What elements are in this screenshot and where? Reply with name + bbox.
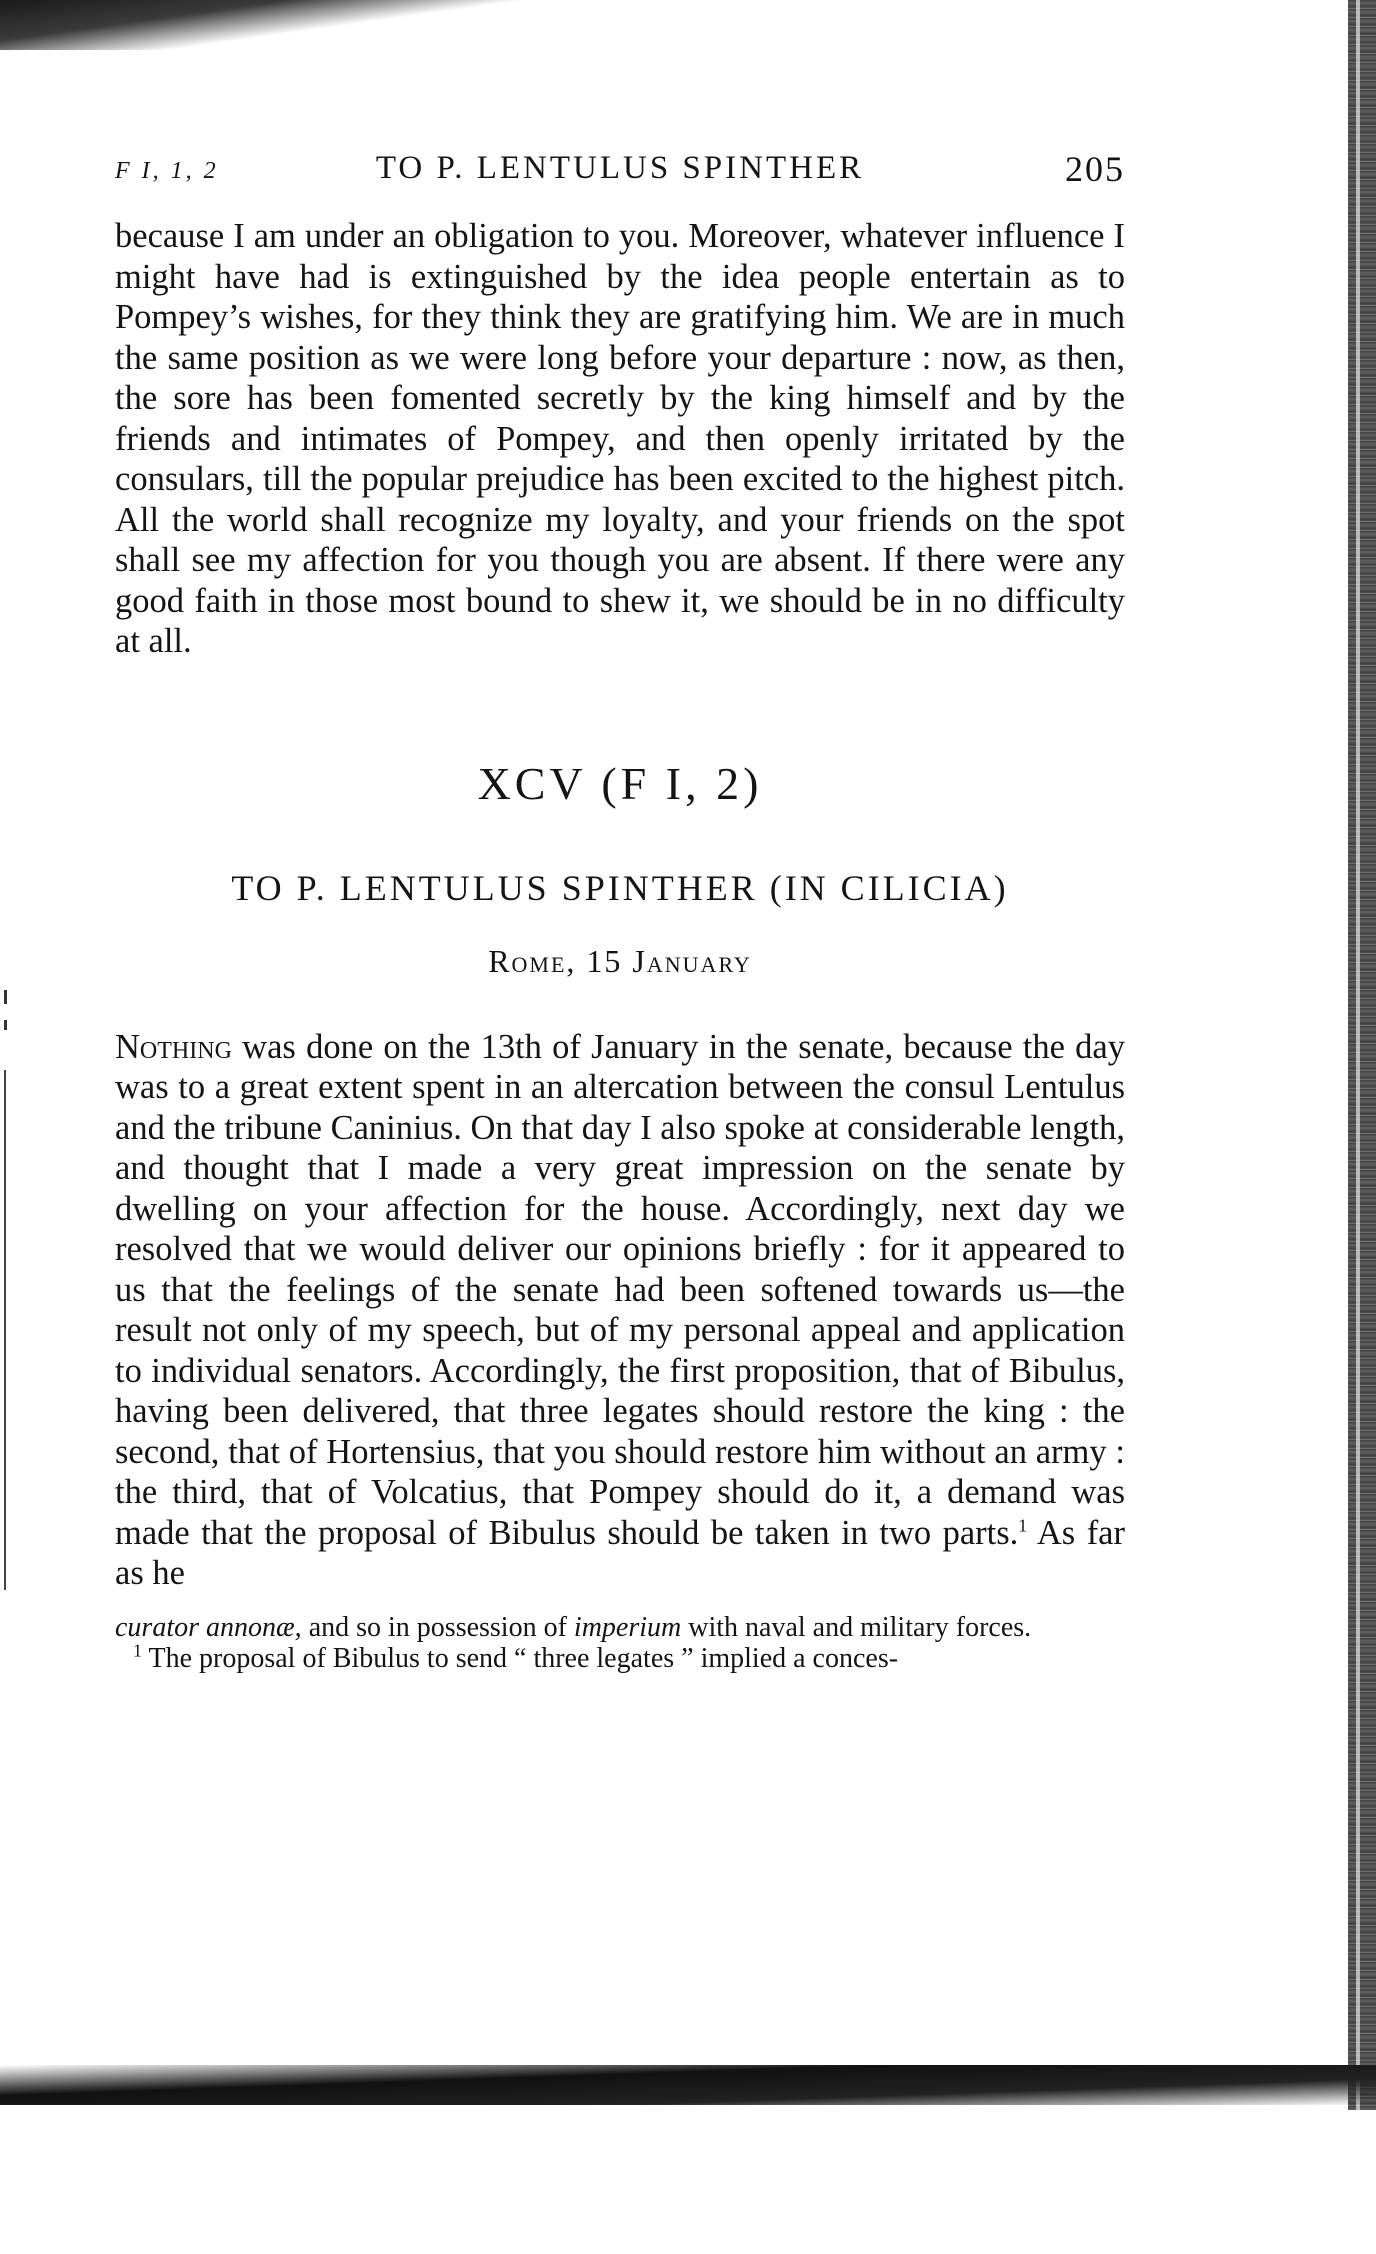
- footnote-continued: [115, 1612, 1125, 1643]
- footnote-italic-lead: curator annonæ,: [115, 1611, 302, 1643]
- opening-word: Nothing: [115, 1027, 232, 1066]
- letter-body-tail: As far as he: [115, 1513, 1125, 1592]
- letter-addressee-heading: TO P. LENTULUS SPINTHER (IN CILICIA): [231, 867, 1009, 908]
- footnote-1: [115, 1640, 1125, 1674]
- letter-number-heading: XCV (F I, 2): [477, 757, 763, 809]
- footnote-italic-term: imperium: [573, 1611, 682, 1643]
- scan-shadow-top: [0, 0, 600, 50]
- binding-mark: [4, 990, 7, 1004]
- scan-shadow-bottom: [0, 2065, 1376, 2105]
- footnote-marker: 1: [133, 1640, 142, 1661]
- page-number: 205: [1065, 149, 1125, 189]
- footnote-reference[interactable]: 1: [1018, 1515, 1028, 1535]
- binding-mark: [4, 1070, 6, 1590]
- book-page: [115, 140, 1125, 1674]
- running-head-reference: F I, 1, 2: [115, 158, 219, 184]
- running-head: [115, 140, 1125, 200]
- continuation-paragraph: because I am under an obligation to you. Moreover, whatever influence I might have had is extinguished by the idea people entertain as to Pompey’s wishes, for they think they are gratifying him. We are in much the same position as we were long before your departure : now, as then, the sore has been fomented secretly by the king himself and by the friends and intimates of Pompey, and then openly irritated by the consulars, till the popular prejudice has been excited to the highest pitch. All the world shall recognize my loyalty, and your friends on the spot shall see my affection for you though you are absent. If there were any good faith in those most bound to shew it, we should be in no difficulty at all.: [115, 217, 1125, 660]
- scan-shadow-right: [1348, 0, 1376, 2110]
- footnotes: [115, 1612, 1125, 1674]
- running-head-title: TO P. LENTULUS SPINTHER: [375, 150, 865, 186]
- letter-body-text: was done on the 13th of January in the senate, because the day was to a great extent spent in an altercation between the consul Lentulus and the tribune Caninius. On that day I also spoke at considerable length, and thought that I made a very great impression on the senate by dwelling on your affection for the house. Accordingly, next day we resolved that we would deliver our opinions briefly : for it appeared to us that the feelings of the senate had been softened towards us—the result not only of my speech, but of my personal appeal and application to individual senators. Accordingly, the first proposition, that of Bibulus, having been delivered, that three legates should restore the king : the second, that of Hortensius, that you should restore him without an army : the third, that of Volcatius, that Pompey should do it, a demand was made that the proposal of Bibulus should be taken in two parts.: [115, 1027, 1125, 1552]
- footnote-text: with naval and military forces.: [688, 1611, 1032, 1643]
- footnote-text: The proposal of Bibulus to send “ three legates ” implied a conces-: [148, 1642, 899, 1674]
- scan-shadow-right-highlight: [1356, 0, 1360, 2110]
- letter-body-paragraph: [115, 1027, 1125, 1594]
- footnote-text: and so in possession of: [308, 1611, 567, 1643]
- letter-dateline: Rome, 15 January: [488, 942, 752, 979]
- binding-mark: [4, 1020, 7, 1030]
